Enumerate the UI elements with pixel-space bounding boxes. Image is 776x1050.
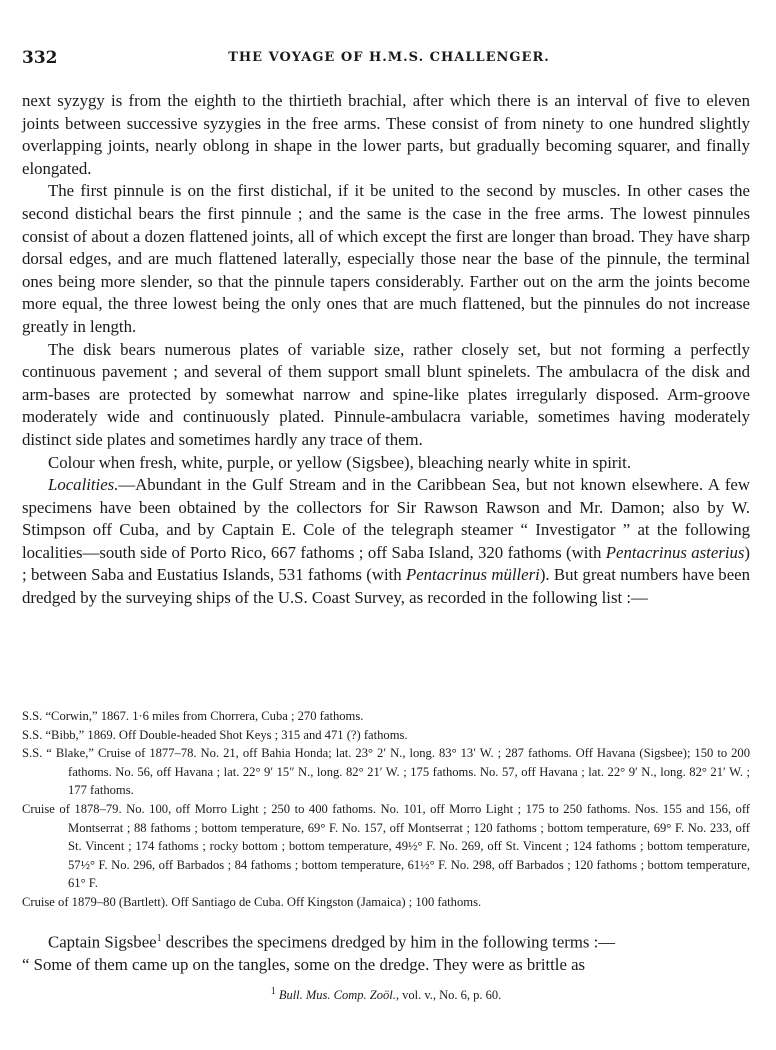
localities-text-b: ) ; between Saba and Eustatius Islands, 531 fathoms (with	[22, 542, 751, 585]
page-header	[22, 48, 756, 72]
paragraph: Colour when fresh, white, purple, or yellow (Sigsbee), bleaching nearly white in spirit.	[48, 452, 632, 472]
localities-label: Localities.	[48, 475, 119, 495]
species-name: Pentacrinus mülleri	[405, 565, 540, 585]
paragraph: The disk bears numerous plates of variable size, rather closely set, but not forming a perfectly continuous pavement ; and several of them support small blunt spinelets. The ambulacra of the disk and arm-bases are protected by somewhat narrow and spine-like plates irregularly disposed. Arm-groove moderately wide and continuously plated. Pinnule-ambulacra variable, sometimes having moderately distinct side plates and sometimes hardly any trace of them.	[22, 339, 750, 449]
list-item: S.S. “ Blake,” Cruise of 1877–78. No. 21, off Bahia Honda; lat. 23° 2′ N., long. 83° 13′ W. ; 287 fathoms. Off Havana (Sigsbee); 150 to 200 fathoms. No. 56, off Havana ; lat. 22° 9′ 15″ N., long. 82° 21′ W. ; 175 fathoms. No. 57, off Havana ; lat. 22° 9′ N., long. 82° 21′ W. ; 177 fathoms.	[22, 746, 750, 798]
footnote-ref: , vol. v., No. 6, p. 60.	[395, 988, 502, 1003]
paragraph	[22, 928, 750, 954]
list-item: Cruise of 1879–80 (Bartlett). Off Santiago de Cuba. Off Kingston (Jamaica) ; 100 fathoms.	[22, 894, 482, 909]
closing-text-start: Captain Sigsbee	[48, 932, 157, 952]
running-title: THE VOYAGE OF H.M.S. CHALLENGER.	[228, 50, 550, 65]
paragraph: The first pinnule is on the first distichal, if it be united to the second by muscles. In other cases the second distichal bears the first pinnule ; and the same is the case in the free arms. The lowest pinnules consist of about a dozen flattened joints, all of which except the first are longer than broad. They have sharp dorsal edges, and are much flattened laterally, especially those near the base of the pinnule, the terminal ones being more slender, so that the pinnule tapers considerably. Farther out on the arm the joints become more equal, the three lowest being the only ones that are much flattened, but the pinnules do not increase greatly in length.	[22, 181, 750, 336]
footnote-number: 1	[270, 986, 276, 997]
localities-paragraph	[22, 474, 750, 610]
paragraph: “ Some of them came up on the tangles, some on the dredge. They were as brittle as	[22, 955, 586, 975]
station-list	[22, 707, 750, 912]
localities-text-c: ). But great numbers have been dredged by the surveying ships of the U.S. Coast Survey, as recorded in the following list :—	[22, 565, 750, 608]
list-item: S.S. “Corwin,” 1867. 1·6 miles from Chorrera, Cuba ; 270 fathoms.	[22, 709, 364, 723]
species-name: Pentacrinus asterius	[605, 542, 745, 562]
localities-text-a: —Abundant in the Gulf Stream and in the Caribbean Sea, but not known elsewhere. A few specimens have been obtained by the collectors for Sir Rawson Rawson and Mr. Damon; also by W. Stimpson off Cuba, and by Captain E. Cole of the telegraph steamer “ Investigator ” at the following localities—south side of Porto Rico, 667 fathoms ; off Saba Island, 320 fathoms (with	[22, 475, 750, 562]
body-text	[22, 90, 750, 610]
paragraph: next syzygy is from the eighth to the thirtieth brachial, after which there is an interval of five to eleven joints between successive syzygies in the free arms. These consist of from ninety to one hundred slightly overlapping joints, nearly oblong in shape in the lower parts, but gradually becoming squarer, and finally elongated.	[22, 91, 750, 178]
footnote	[22, 986, 750, 1003]
page-number: 332	[22, 48, 58, 68]
list-item: S.S. “Bibb,” 1869. Off Double-headed Shot Keys ; 315 and 471 (?) fathoms.	[22, 727, 408, 742]
closing-text	[22, 928, 750, 977]
footnote-mark: 1	[156, 933, 162, 944]
list-item: Cruise of 1878–79. No. 100, off Morro Light ; 250 to 400 fathoms. No. 101, off Morro Light ; 175 to 250 fathoms. Nos. 155 and 156, off Montserrat ; 88 fathoms ; bottom temperature, 69° F. No. 157, off Montserrat ; 120 fathoms ; bottom temperature, 69° F. No. 233, off St. Vincent ; 174 fathoms ; rocky bottom ; bottom temperature, 49½° F. No. 269, off St. Vincent ; 124 fathoms ; bottom temperature, 57½° F. No. 296, off Barbados ; 84 fathoms ; bottom temperature, 61½° F. No. 298, off Barbados ; 120 fathoms ; bottom temperature, 61° F.	[22, 801, 750, 891]
footnote-source: Bull. Mus. Comp. Zoöl.	[278, 988, 396, 1003]
closing-text-end: describes the specimens dredged by him in the following terms :—	[161, 932, 616, 952]
